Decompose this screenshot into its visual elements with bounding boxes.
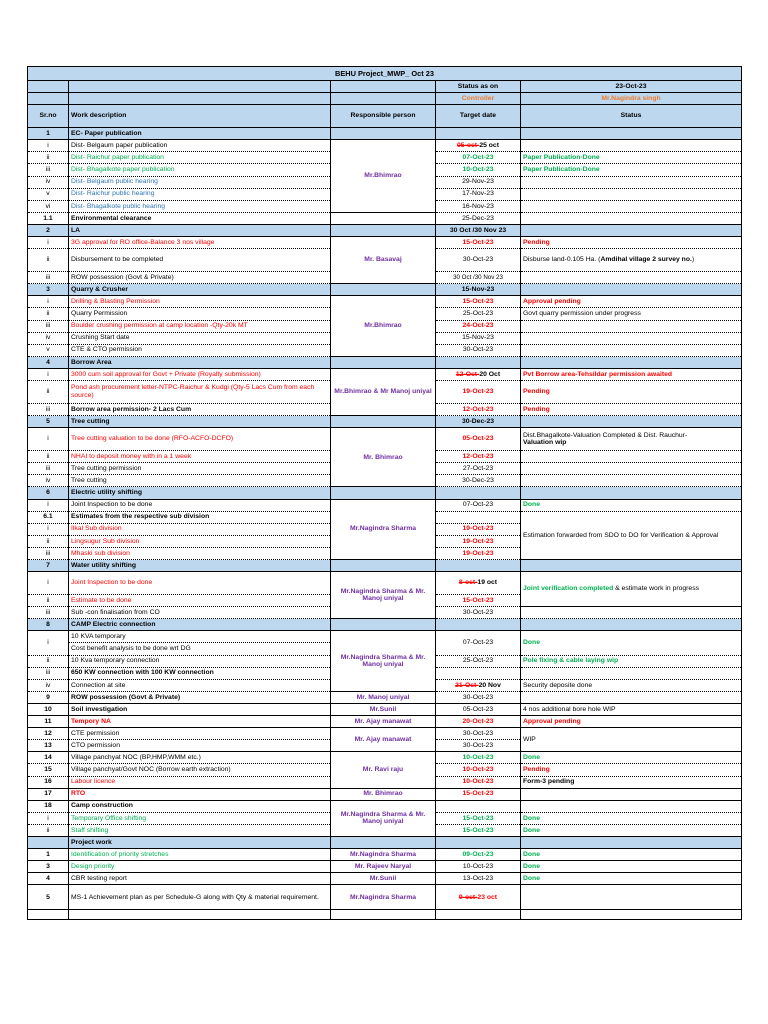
row-date: 30-Oct-23 — [436, 249, 521, 272]
table-row — [28, 428, 742, 451]
status-date: 23-Oct-23 — [521, 81, 742, 93]
row-person: Mr.Bhimrao & Mr Manoj uniyal — [331, 368, 436, 415]
section-date: 15-Nov-23 — [436, 284, 521, 296]
row-work: Tree cutting valuation to be done (RFO-ACFO-DCFO) — [69, 428, 331, 451]
status-text: ) — [691, 256, 695, 264]
row-work: Identification of priority stretches — [69, 849, 331, 861]
row-no: 4 — [28, 873, 69, 885]
date-struck: 9-oct- — [458, 893, 478, 901]
section-date: 30-Dec-23 — [436, 416, 521, 428]
row-no: iii — [28, 667, 69, 679]
row-no: v — [28, 188, 69, 200]
section-title: Borrow Area — [69, 356, 331, 368]
row-person: Mr. Rajeev Naryal — [331, 861, 436, 873]
table-row — [28, 140, 742, 152]
status-text: Disburse land-0.105 Ha. ( — [523, 256, 601, 264]
row-status — [521, 428, 742, 451]
row-no: ii — [28, 824, 69, 836]
section-row — [28, 416, 742, 428]
work-plan-table — [27, 66, 742, 920]
date-struck: 12-Oct- — [455, 370, 480, 378]
section-row — [28, 836, 742, 848]
row-work: Tempory NA — [69, 716, 331, 728]
row-work: Design priority — [69, 861, 331, 873]
sheet-title: BEHU Project_MWP_ Oct 23 — [28, 67, 742, 81]
row-work: Soil investigation — [69, 703, 331, 715]
row-no: ii — [28, 451, 69, 463]
row-date: 15-Oct-23 — [436, 788, 521, 800]
controller-label: Controller — [436, 93, 521, 105]
row-no: ii — [28, 152, 69, 164]
row-status: Paper Publication-Done — [521, 152, 742, 164]
table-row — [28, 788, 742, 800]
section-title: Tree cutting — [69, 416, 331, 428]
table-row — [28, 499, 742, 511]
row-date — [436, 140, 521, 152]
row-date: 30-Oct-23 — [436, 728, 521, 740]
row-no: i — [28, 237, 69, 249]
row-work: Boulder crushing permission at camp location -Qty-20k MT — [69, 320, 331, 332]
row-date — [436, 572, 521, 595]
row-work: 10 Kva temporary connection — [69, 655, 331, 667]
row-date: 15-Nov-23 — [436, 332, 521, 344]
row-status — [521, 249, 742, 272]
status-text: & estimate work in progress — [613, 585, 700, 593]
row-date: 30-Oct-23 — [436, 691, 521, 703]
row-date: 13-Oct-23 — [436, 873, 521, 885]
row-no: 12 — [28, 728, 69, 740]
row-work: 3000 cum soil approval for Govt + Private (Royalty submission) — [69, 368, 331, 380]
row-status: Pending — [521, 380, 742, 403]
row-status: Pole fixing & cable laying wip — [521, 655, 742, 667]
date-new: 20 Nov — [478, 681, 501, 689]
table-row — [28, 752, 742, 764]
row-no: iv — [28, 679, 69, 691]
row-date: 15-Oct-23 — [436, 595, 521, 607]
section-row — [28, 619, 742, 631]
row-date: 19-Oct-23 — [436, 523, 521, 535]
row-status: Done — [521, 873, 742, 885]
row-date: 07-Oct-23 — [436, 152, 521, 164]
section-row — [28, 487, 742, 499]
row-work: Dist- Bhagalkote public hearing — [69, 200, 331, 212]
status-line: Dist.Bhagalkote-Valuation Completed & Dist. Rauchur- — [523, 431, 688, 439]
row-work: Dist- Raichur paper publication — [69, 152, 331, 164]
row-work: Dist- Raichur public hearing — [69, 188, 331, 200]
date-new: 19 oct — [477, 579, 498, 587]
section-title: Project work — [69, 836, 331, 848]
row-status: Done — [521, 499, 742, 511]
section-title: LA — [69, 224, 331, 236]
header-row-status — [28, 81, 742, 93]
row-work: Village panchyat NOC (BP,HMP,WMM etc.) — [69, 752, 331, 764]
row-no: ii — [28, 595, 69, 607]
row-status: Form-3 pending — [521, 776, 742, 788]
row-status: 4 nos additional bore hole WIP — [521, 703, 742, 715]
row-work: NHAI to deposit money with in a 1 week — [69, 451, 331, 463]
status-bold: Amdihal village 2 survey no. — [600, 256, 692, 264]
row-no: 10 — [28, 703, 69, 715]
table-row — [28, 631, 742, 643]
table-row — [28, 237, 742, 249]
row-no: iii — [28, 607, 69, 619]
row-date — [436, 885, 521, 910]
row-no: ii — [28, 535, 69, 547]
section-no: 6 — [28, 487, 69, 499]
row-work: Connection at site — [69, 679, 331, 691]
row-no: 15 — [28, 764, 69, 776]
row-status: Pending — [521, 237, 742, 249]
table-row — [28, 703, 742, 715]
row-person: Mr. Ravi raju — [331, 752, 436, 788]
header-row-controller — [28, 93, 742, 105]
row-no: i — [28, 499, 69, 511]
row-date — [436, 368, 521, 380]
row-status: Paper Publication-Done — [521, 164, 742, 176]
row-date: 12-Oct-23 — [436, 403, 521, 415]
section-row — [28, 224, 742, 236]
row-no: i — [28, 631, 69, 655]
row-work: Tree cutting permission — [69, 463, 331, 475]
row-no: 6.1 — [28, 511, 69, 523]
row-work: CTE permission — [69, 728, 331, 740]
row-date: 24-Oct-23 — [436, 320, 521, 332]
row-date: 27-Oct-23 — [436, 463, 521, 475]
row-date: 20-Oct-23 — [436, 716, 521, 728]
section-no: 7 — [28, 560, 69, 572]
table-row — [28, 212, 742, 224]
row-work: Ilkal Sub division — [69, 523, 331, 535]
row-work: Crushing Start date — [69, 332, 331, 344]
row-work: Dist- Bhagalkote paper publication — [69, 164, 331, 176]
row-work: CTE & CTO permission — [69, 344, 331, 356]
row-no: iii — [28, 547, 69, 559]
row-date: 09-Oct-23 — [436, 849, 521, 861]
row-date: 30 Oct /30 Nov 23 — [436, 272, 521, 284]
row-no: i — [28, 296, 69, 308]
row-no: i — [28, 812, 69, 824]
row-status: Security deposite done — [521, 679, 742, 691]
row-no: iv — [28, 176, 69, 188]
row-person: Mr.Sunil — [331, 703, 436, 715]
row-status: Done — [521, 752, 742, 764]
row-no: iv — [28, 332, 69, 344]
row-work: CBR testing report — [69, 873, 331, 885]
row-status: Done — [521, 849, 742, 861]
row-work: 3G approval for RO office-Balance 3 nos village — [69, 237, 331, 249]
row-status: Pending — [521, 403, 742, 415]
row-person: Mr.Nagindra Sharma — [331, 885, 436, 910]
row-status: Pending — [521, 764, 742, 776]
col-header-person: Responsible person — [331, 105, 436, 128]
row-person: Mr. Ajay manawat — [331, 716, 436, 728]
row-date: 30-Oct-23 — [436, 344, 521, 356]
row-work: Labour licence — [69, 776, 331, 788]
row-status: Approval pending — [521, 296, 742, 308]
row-work: RTO — [69, 788, 331, 800]
row-work: Estimate to be done — [69, 595, 331, 607]
row-date: 10-Oct-23 — [436, 861, 521, 873]
row-person: Mr.Nagindra Sharma — [331, 849, 436, 861]
row-work: Lingsugur Sub division — [69, 535, 331, 547]
row-work: ROW possession (Govt & Private) — [69, 691, 331, 703]
row-no: iii — [28, 463, 69, 475]
row-status: Pvt Borrow area-Tehsildar permission awaited — [521, 368, 742, 380]
table-row — [28, 861, 742, 873]
row-person: Mr. Manoj uniyal — [331, 691, 436, 703]
section-no: 4 — [28, 356, 69, 368]
section-row — [28, 560, 742, 572]
table-row — [28, 368, 742, 380]
section-title: Electric utility shifting — [69, 487, 331, 499]
table-row — [28, 296, 742, 308]
section-title: CAMP Electric connection — [69, 619, 331, 631]
section-no: 3 — [28, 284, 69, 296]
column-header-row — [28, 105, 742, 128]
row-date: 15-Oct-23 — [436, 237, 521, 249]
row-status: Done — [521, 861, 742, 873]
row-no: 5 — [28, 885, 69, 910]
row-work: Dist- Belgaum paper publication — [69, 140, 331, 152]
section-title: Water utility shifting — [69, 560, 331, 572]
row-no: 1 — [28, 849, 69, 861]
col-header-srno: Sr.no — [28, 105, 69, 128]
row-date: 19-Oct-23 — [436, 535, 521, 547]
row-work: Village panchyat/Govt NOC (Borrow earth extraction) — [69, 764, 331, 776]
row-status: Estimation forwarded from SDO to DO for Verification & Approval — [521, 511, 742, 559]
row-status: WIP — [521, 728, 742, 752]
section-title: EC- Paper publication — [69, 128, 331, 140]
row-person: Mr.Nagindra Sharma & Mr. Manoj uniyal — [331, 800, 436, 836]
row-no: 3 — [28, 861, 69, 873]
row-status: Approval pending — [521, 716, 742, 728]
row-status: Govt quarry permission under progress — [521, 308, 742, 320]
row-date: 16-Nov-23 — [436, 200, 521, 212]
row-person: Mr. Basavaj — [331, 237, 436, 284]
row-work: ROW possession (Govt & Private) — [69, 272, 331, 284]
row-person: Mr.Nagindra Sharma — [331, 499, 436, 559]
row-person: Mr. Bhimrao — [331, 428, 436, 487]
row-work: Pond ash procurement letter-NTPC-Raichur & Kudgi (Qty-5 Lacs Cum from each source) — [69, 380, 331, 403]
row-no: 18 — [28, 800, 69, 812]
row-date: 15-Oct-23 — [436, 812, 521, 824]
col-header-target: Target date — [436, 105, 521, 128]
row-no: v — [28, 344, 69, 356]
row-work: Cost benefit analysis to be done wrt DG — [69, 643, 331, 655]
section-date: 30 Oct /30 Nov 23 — [436, 224, 521, 236]
row-date — [436, 679, 521, 691]
row-no: i — [28, 368, 69, 380]
row-work: MS-1 Achievement plan as per Schedule-G along with Qty & material requirement. — [69, 885, 331, 910]
row-person: Mr.Nagindra Sharma & Mr. Manoj uniyal — [331, 631, 436, 691]
row-status — [521, 572, 742, 607]
row-work: Borrow area permission- 2 Lacs Cum — [69, 403, 331, 415]
table-row — [28, 691, 742, 703]
row-no: vi — [28, 200, 69, 212]
row-date: 10-Oct-23 — [436, 752, 521, 764]
row-date: 15-Oct-23 — [436, 296, 521, 308]
row-no: 17 — [28, 788, 69, 800]
row-no: ii — [28, 380, 69, 403]
row-no: ii — [28, 249, 69, 272]
date-new: 23 oct — [477, 893, 498, 901]
table-row — [28, 849, 742, 861]
row-no: ii — [28, 308, 69, 320]
row-date: 25-Oct-23 — [436, 655, 521, 667]
section-date — [436, 128, 521, 140]
row-date: 10-Oct-23 — [436, 776, 521, 788]
table-row — [28, 800, 742, 812]
row-no: iii — [28, 403, 69, 415]
table-row — [28, 728, 742, 740]
row-status: Done — [521, 812, 742, 824]
date-struck: 8-oct- — [458, 579, 478, 587]
row-no: 1.1 — [28, 212, 69, 224]
table-row — [28, 885, 742, 910]
row-work: Staff shifting — [69, 824, 331, 836]
date-struck: 05-oct- — [457, 142, 480, 150]
section-row — [28, 128, 742, 140]
row-work: Disbursement to be completed — [69, 249, 331, 272]
row-status: Done — [521, 824, 742, 836]
row-work: Sub -con finalisation from CO — [69, 607, 331, 619]
row-work: CTO permission — [69, 740, 331, 752]
row-date: 19-Oct-23 — [436, 380, 521, 403]
table-row — [28, 572, 742, 595]
row-date: 29-Nov-23 — [436, 176, 521, 188]
row-person: Mr.Bhimrao — [331, 296, 436, 356]
table-row — [28, 873, 742, 885]
row-date: 12-Oct-23 — [436, 451, 521, 463]
section-no: 2 — [28, 224, 69, 236]
row-work: Mhaski sub division — [69, 547, 331, 559]
row-work: Tree cutting — [69, 475, 331, 487]
row-person: Mr. Ajay manawat — [331, 728, 436, 752]
row-date: 07-Oct-23 — [436, 499, 521, 511]
date-new: 20 Oct — [479, 370, 501, 378]
controller-name: Mr.Nagindra singh — [521, 93, 742, 105]
row-no: i — [28, 428, 69, 451]
table-row — [28, 716, 742, 728]
row-date: 10-Oct-23 — [436, 764, 521, 776]
date-new: 25 oct — [479, 142, 499, 150]
row-status — [521, 140, 742, 152]
row-no: i — [28, 523, 69, 535]
row-person: Mr.Nagindra Sharma & Mr. Manoj uniyal — [331, 572, 436, 619]
row-work: Dist- Belgaum public hearing — [69, 176, 331, 188]
row-no: 11 — [28, 716, 69, 728]
title-row — [28, 67, 742, 81]
row-date: 07-Oct-23 — [436, 631, 521, 655]
row-date: 25-Dec-23 — [436, 212, 521, 224]
row-work: 10 KVA temporary — [69, 631, 331, 643]
row-work: Drilling & Blasting Permission — [69, 296, 331, 308]
section-title: Quarry & Crusher — [69, 284, 331, 296]
row-work: Joint Inspection to be done — [69, 572, 331, 595]
row-work: Joint Inspection to be done — [69, 499, 331, 511]
col-header-status: Status — [521, 105, 742, 128]
row-work: Temporary Office shifting — [69, 812, 331, 824]
row-work: Estimates from the respective sub division — [69, 511, 331, 523]
section-no: 8 — [28, 619, 69, 631]
row-date: 19-Oct-23 — [436, 547, 521, 559]
row-person: Mr.Bhimrao — [331, 140, 436, 213]
row-no: 9 — [28, 691, 69, 703]
row-date: 17-Nov-23 — [436, 188, 521, 200]
row-person: Mr.Sunil — [331, 873, 436, 885]
status-line: Valuation wip — [523, 439, 567, 447]
row-date: 15-Oct-23 — [436, 824, 521, 836]
section-row — [28, 356, 742, 368]
row-work: Camp construction — [69, 800, 331, 812]
row-no: i — [28, 140, 69, 152]
row-work: Environmental clearance — [69, 212, 331, 224]
row-date: 30-Dec-23 — [436, 475, 521, 487]
section-no: 1 — [28, 128, 69, 140]
row-no: 16 — [28, 776, 69, 788]
row-date: 25-Oct-23 — [436, 308, 521, 320]
row-work: Quarry Permission — [69, 308, 331, 320]
row-date: 10-Oct-23 — [436, 164, 521, 176]
date-struck: 21-Oct- — [455, 681, 479, 689]
row-date: 05-Oct-23 — [436, 703, 521, 715]
col-header-work: Work description — [69, 105, 331, 128]
section-row — [28, 284, 742, 296]
row-person: Mr. Bhimrao — [331, 788, 436, 800]
row-no: i — [28, 572, 69, 595]
table-row — [28, 910, 742, 920]
row-date: 05-Oct-23 — [436, 428, 521, 451]
row-no: iv — [28, 475, 69, 487]
status-done: Joint verification completed — [523, 585, 614, 593]
row-work: 650 KW connection with 100 KW connection — [69, 667, 331, 679]
row-no: 14 — [28, 752, 69, 764]
row-no: iii — [28, 272, 69, 284]
section-no: 5 — [28, 416, 69, 428]
row-date: 30-Oct-23 — [436, 740, 521, 752]
row-no: 13 — [28, 740, 69, 752]
row-no: iii — [28, 320, 69, 332]
row-no: iii — [28, 164, 69, 176]
row-status: Done — [521, 631, 742, 655]
row-no: ii — [28, 655, 69, 667]
status-as-on-label: Status as on — [436, 81, 521, 93]
row-date: 30-Oct-23 — [436, 607, 521, 619]
